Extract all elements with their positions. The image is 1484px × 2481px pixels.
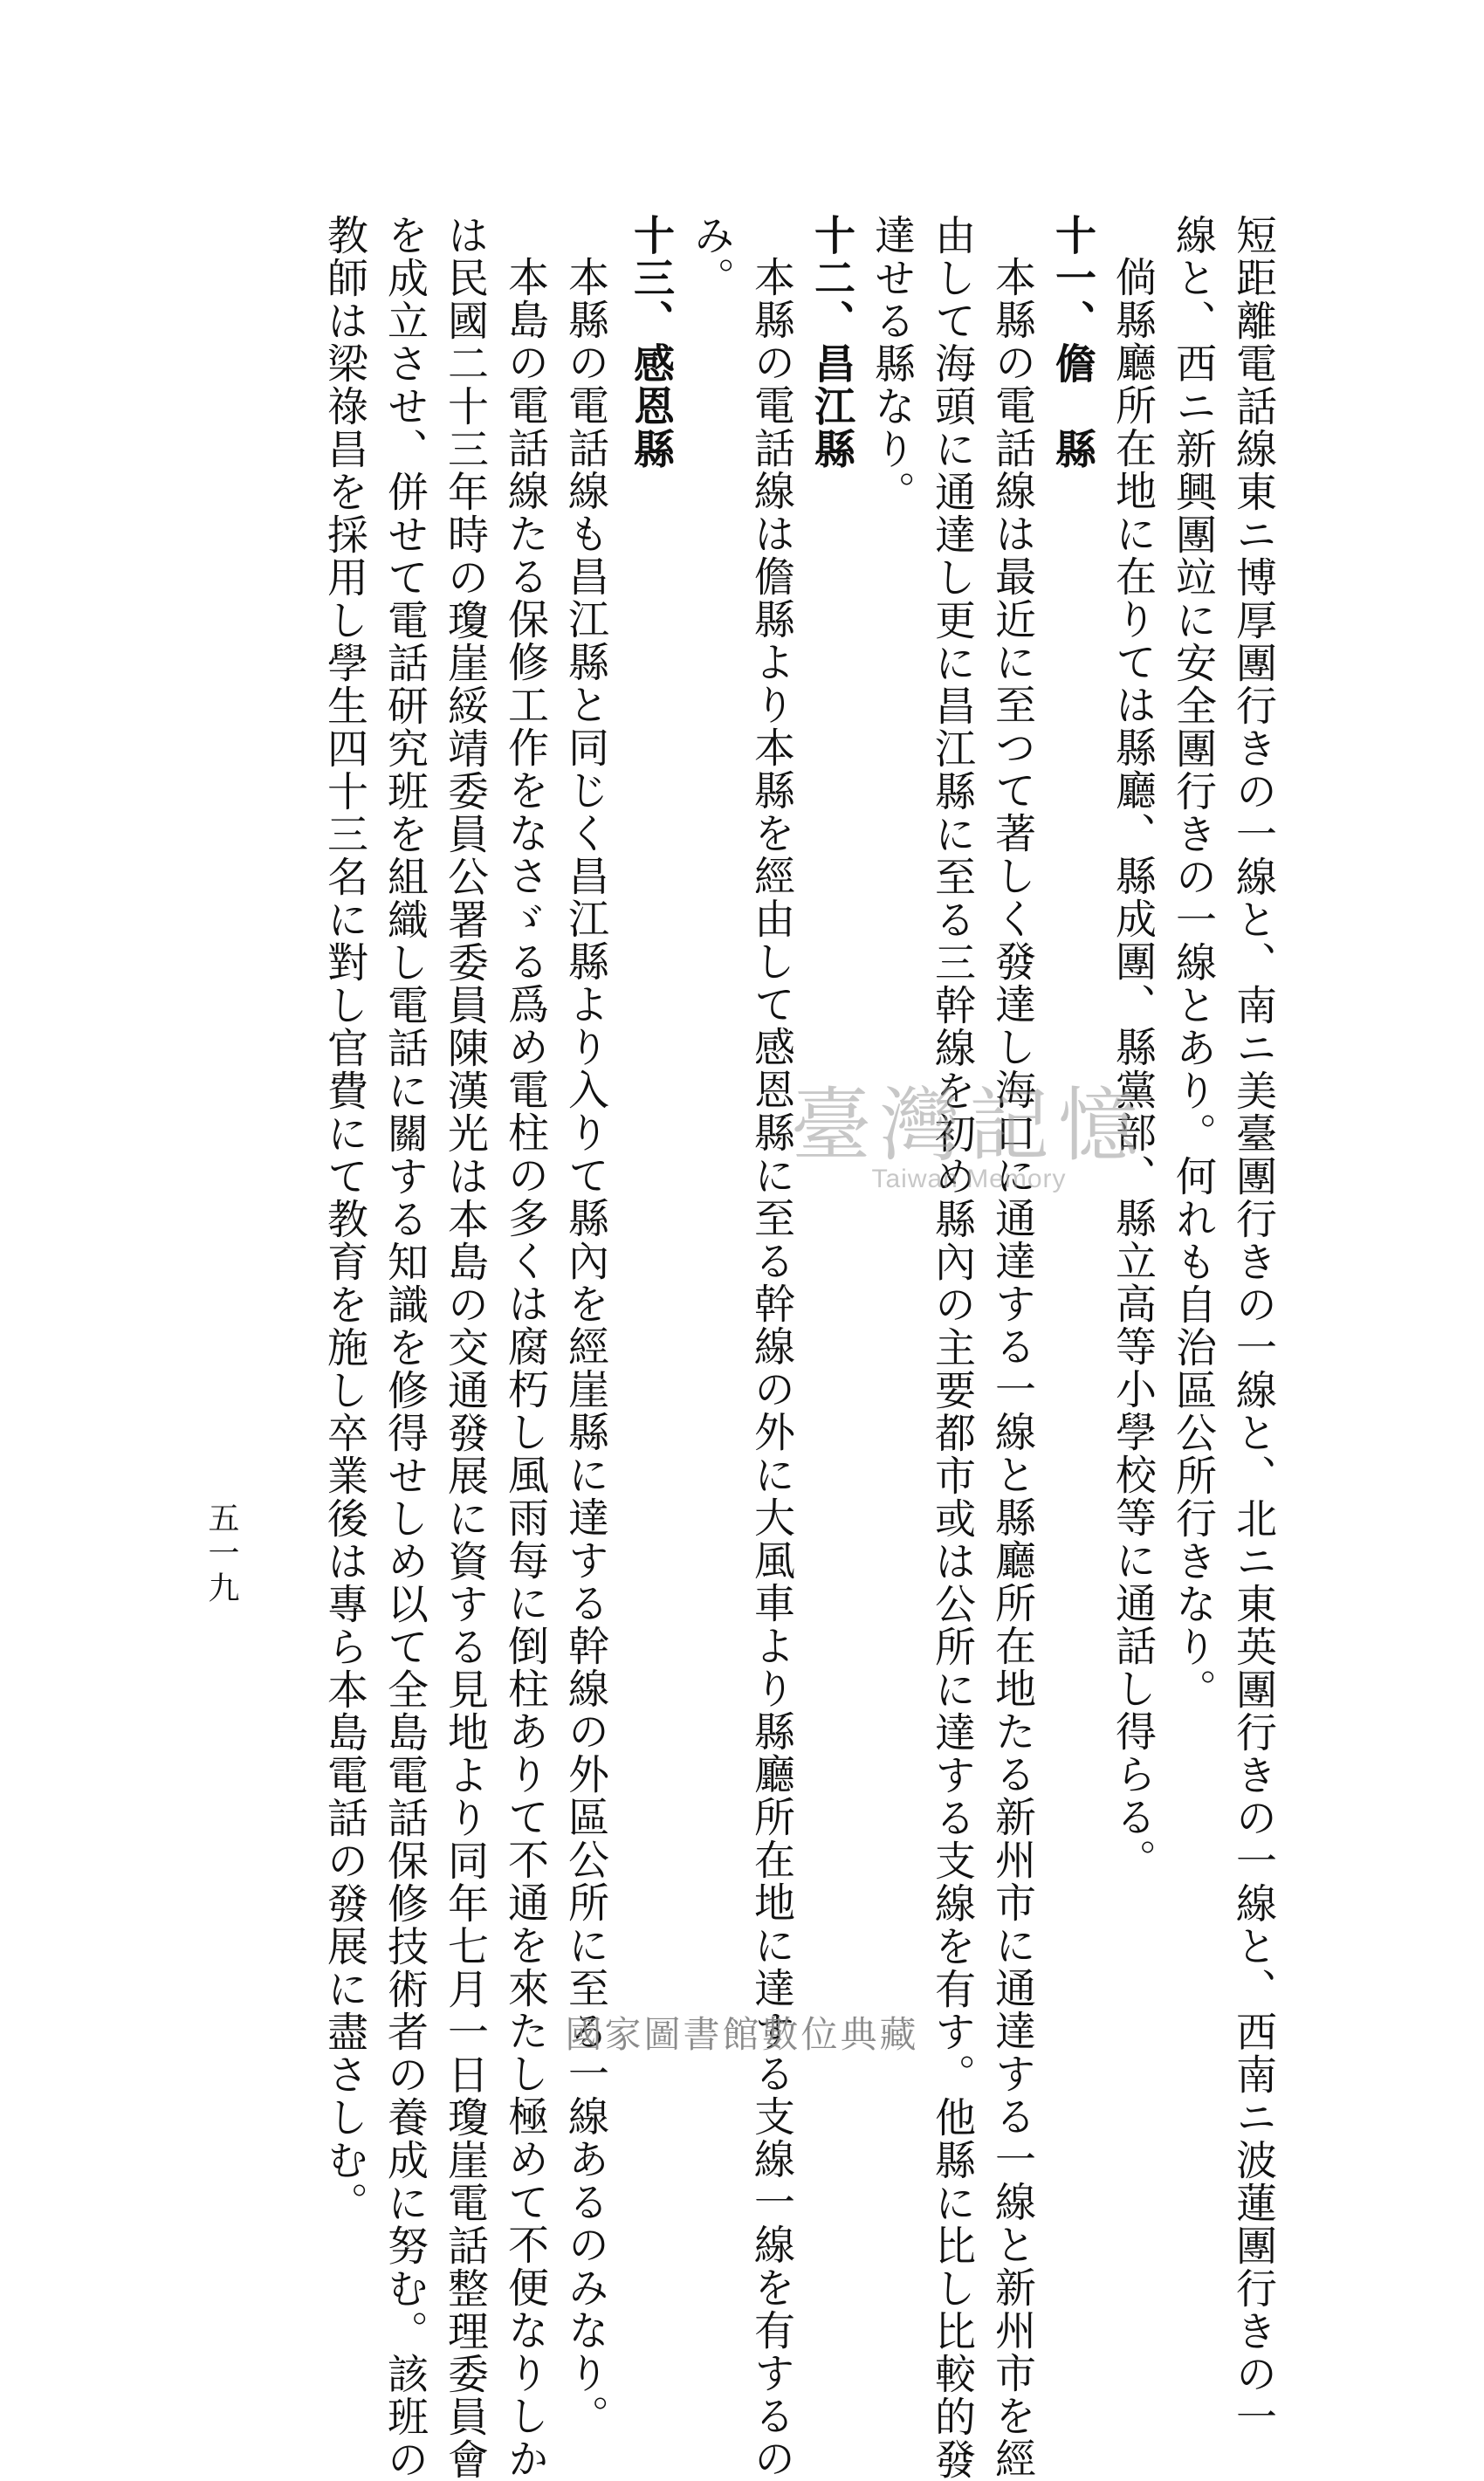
page-number: 五一九 [203,1502,239,1606]
text-column-10: み。 [687,214,735,299]
text-column-6: 由して海頭に通達し更に昌江縣に至る三幹線を初め縣內の主要都市或は公所に達する支線を有す。他縣に比し比較的發 [928,214,976,2481]
text-column-14: は民國二十三年時の瓊崖綏靖委員公署委員陳漢光は本島の交通發展に資する見地より同年七月一日瓊崖電話整理委員會 [441,214,489,2481]
text-column-1: 短距離電話線東ニ博厚團行きの一線と、南ニ美臺團行きの一線と、北ニ東英團行きの一線と、西南ニ波蓮團行きの一 [1229,214,1277,2438]
footer-collection-label: 國家圖書館數位典藏 [565,2013,919,2056]
text-column-7: 達せる縣なり。 [868,214,916,513]
watermark-text-cn: 臺灣記憶 [790,1079,1147,1172]
section-heading-13: 十三、感恩縣 [627,214,675,471]
section-heading-11: 十一、儋 縣 [1048,214,1096,471]
text-column-3: 倘縣廳所在地に在りては縣廳、縣成團、縣黨部、縣立高等小學校等に通話し得らる。 [1109,256,1157,1881]
text-column-12: 本縣の電話線も昌江縣と同じく昌江縣より入りて縣內を經崖縣に達する幹線の外區公所に至る一線あるのみなり。 [561,256,609,2437]
section-heading-12: 十二、昌江縣 [807,214,855,471]
text-column-13: 本島の電話線たる保修工作をなさゞる爲め電柱の多くは腐朽し風雨每に倒柱ありて不通を來たし極めて不便なりしか [501,256,549,2480]
watermark-text-en: Taiwan Memory [871,1165,1067,1193]
text-column-5: 本縣の電話線は最近に至つて著しく發達し海口に通達する一線と縣廳所在地たる新州市に通達する一線と新州市を經 [988,256,1036,2480]
text-column-16: 教師は梁祿昌を採用し學生四十三名に對し官費にて教育を施し卒業後は專ら本島電話の發展に盡さしむ。 [320,214,368,2224]
text-column-15: を成立させ、併せて電話研究班を組織し電話に關する知識を修得せしめ以て全島電話保修技術者の養成に努む。該班の [381,214,429,2481]
text-column-2: 線と、西ニ新興團竝に安全團行きの一線とあり。何れも自治區公所行きなり。 [1169,214,1217,1711]
text-column-9: 本縣の電話線は儋縣より本縣を經由して感恩縣に至る幹線の外に大風車より縣廳所在地に達する支線一線を有するの [747,256,795,2480]
